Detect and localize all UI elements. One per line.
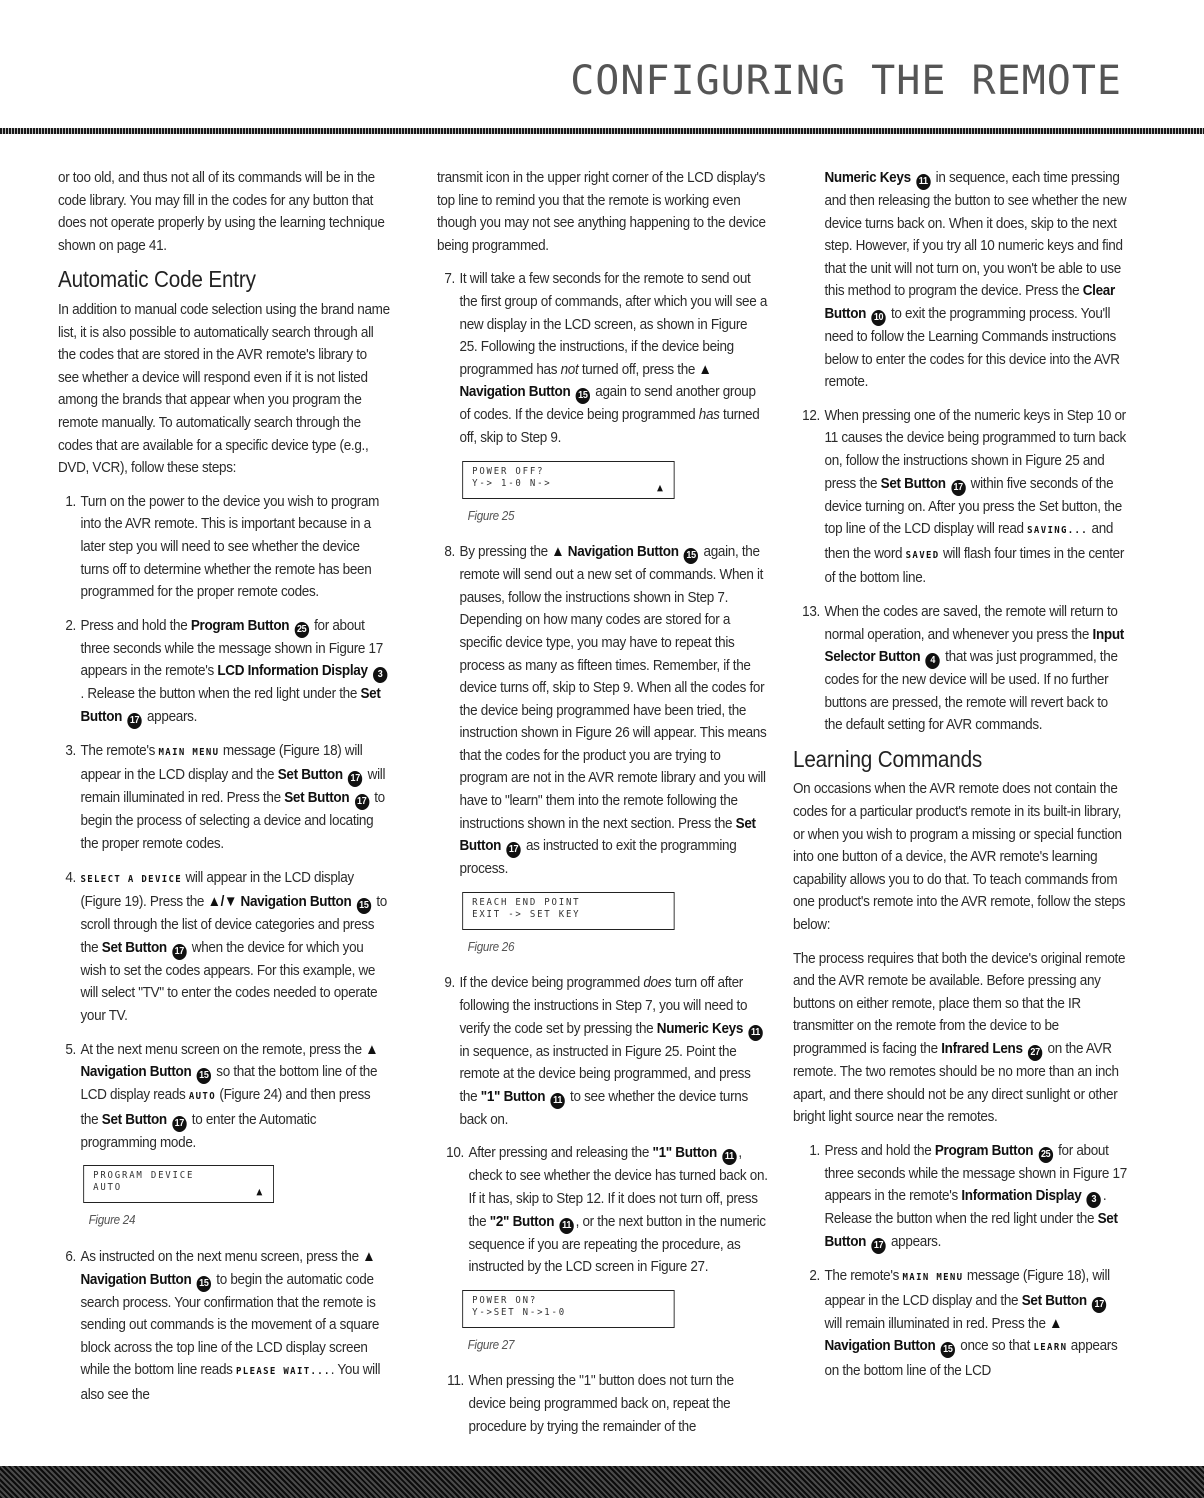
step-number: 13. xyxy=(802,602,820,620)
step-8 xyxy=(437,541,768,881)
step-number: 4. xyxy=(65,868,76,886)
callout-number-badge: 15 xyxy=(941,1342,955,1358)
column-2 xyxy=(437,167,768,1449)
lcd-screen-figure-27 xyxy=(462,1290,674,1328)
step-2 xyxy=(58,615,391,729)
callout-number-badge: 25 xyxy=(294,622,308,638)
step-6 xyxy=(58,1246,391,1407)
lcd-line-bottom: Y-> 1-0 N-> xyxy=(472,477,552,489)
step-number: 2. xyxy=(65,616,76,634)
figure-caption: Figure 26 xyxy=(467,938,515,954)
lcd-line-bottom: AUTO xyxy=(93,1182,122,1194)
step-text: When pressing the "1" button does not turn the device being programmed back on, repeat the procedure by trying the remainder of the xyxy=(468,1372,734,1435)
lcd-text: SAVED xyxy=(905,549,940,561)
page-title: CONFIGURING THE REMOTE xyxy=(570,58,1122,104)
lcd-text: MAIN MENU xyxy=(902,1271,964,1283)
step-text: As instructed on the next menu screen, press the ▲ Navigation Button 15 to begin the automatic code search process. Your confirmation that the remote is sending out commands is the movement of a square block across the top line of the LCD display screen while the bottom line reads PLEASE WAIT.... You will also see the xyxy=(80,1248,381,1403)
step-7 xyxy=(437,268,768,449)
step-13 xyxy=(793,601,1128,737)
step-number: 1. xyxy=(65,492,76,510)
callout-number-badge: 4 xyxy=(926,653,940,669)
callout-number-badge: 25 xyxy=(1038,1147,1052,1163)
callout-number-badge: 17 xyxy=(506,842,520,858)
lcd-text: PLEASE WAIT... xyxy=(236,1366,331,1378)
learning-process-paragraph: The process requires that both the device's original remote and the AVR remote be available. Before pressing any buttons on either remote, place them so that the IR transmitter on the remote from the device to be programmed is facing the Infrared Lens 27 on the AVR remote. The two remotes should be no more than an inch apart, and there should not be any direct sunlight or other bright light source near the remotes. xyxy=(793,949,1126,1126)
header-rule xyxy=(0,128,1204,134)
callout-number-badge: 17 xyxy=(172,1116,186,1132)
section-heading-learning-commands: Learning Commands xyxy=(793,745,983,772)
figure-caption: Figure 25 xyxy=(467,507,515,523)
continued-paragraph: transmit icon in the upper right corner of the LCD display's top line to remind you that the remote is working even though you may not see anything happening to the device being programmed. xyxy=(437,169,766,254)
callout-number-badge: 27 xyxy=(1028,1045,1042,1061)
callout-number-badge: 17 xyxy=(172,944,186,960)
section-heading-automatic-code-entry: Automatic Code Entry xyxy=(58,266,256,293)
callout-number-badge: 15 xyxy=(197,1276,211,1292)
step-number: 2. xyxy=(809,1266,820,1284)
step-number: 10. xyxy=(446,1144,464,1162)
step-text: SELECT A DEVICE will appear in the LCD display (Figure 19). Press the ▲/▼ Navigation Button 15 to scroll through the list of device categories and press the Set Button 17 when the device for which you wish to set the codes appears. For this example, we will select "TV" to enter the codes needed to operate your TV. xyxy=(80,868,387,1025)
step-text: Numeric Keys 11 in sequence, each time pressing and then releasing the button to see whether the new device turns back on. When it does, skip to the next step. However, if you try all 10 numeric keys and find that the unit will not turn on, you won't be able to use this method to program the device. Press the Clear Button 10 to exit the programming process. You'll need to follow the Learning Commands instructions below to enter the codes for this device into the AVR remote. xyxy=(824,169,1127,391)
step-text: It will take a few seconds for the remote to send out the first group of commands, after which you will see a new display in the LCD screen, as shown in Figure 25. Following the instructions, if the device being programmed has not turned off, press the ▲ Navigation Button 15 again to send another group of codes. If the device being programmed has turned off, skip to Step 9. xyxy=(459,270,768,446)
figure-caption: Figure 27 xyxy=(467,1336,515,1352)
step-9 xyxy=(437,972,768,1131)
step-11-continued xyxy=(793,167,1128,394)
callout-number-badge: 11 xyxy=(748,1025,762,1041)
step-number: 1. xyxy=(809,1141,820,1159)
step-10 xyxy=(437,1142,768,1278)
step-4 xyxy=(58,867,391,1028)
lcd-line-bottom: Y->SET N->1-0 xyxy=(472,1306,566,1318)
callout-number-badge: 15 xyxy=(684,548,698,564)
callout-number-badge: 15 xyxy=(576,388,590,404)
lcd-line-top: PROGRAM DEVICE xyxy=(93,1170,195,1182)
step-text: Turn on the power to the device you wish to program into the AVR remote. This is important because in a later step you will need to see whether the device turns off to determine whether the remote has been programmed for the proper remote codes. xyxy=(80,492,380,601)
callout-number-badge: 17 xyxy=(1092,1297,1106,1313)
callout-number-badge: 11 xyxy=(559,1218,573,1234)
lcd-text: LEARN xyxy=(1033,1342,1068,1354)
lcd-text: SAVING... xyxy=(1027,525,1089,537)
up-arrow-icon: ▲ xyxy=(656,480,663,494)
lcd-line-top: REACH END POINT xyxy=(472,896,581,908)
lcd-line-top: POWER OFF? xyxy=(472,465,545,477)
step-text: After pressing and releasing the "1" Button 11 , check to see whether the device has turned back on. If it has, skip to Step 12. If it does not turn off, press the "2" Button 11 , or the next button in the numeric sequence if you are repeating the procedure, as instructed by the LCD screen in Figure 27. xyxy=(468,1144,768,1276)
step-text: Press and hold the Program Button 25 for about three seconds while the message shown in Figure 17 appears in the remote's Information Display 3 . Release the button when the red light under the Set Button 17 appears. xyxy=(825,1140,1128,1254)
callout-number-badge: 11 xyxy=(550,1093,564,1109)
callout-number-badge: 15 xyxy=(357,898,371,914)
callout-number-badge: 17 xyxy=(951,480,965,496)
callout-number-badge: 15 xyxy=(197,1068,211,1084)
step-text: At the next menu screen on the remote, press the ▲ Navigation Button 15 so that the bottom line of the LCD display reads AUTO (Figure 24) and then press the Set Button 17 to enter the Automatic programming mode. xyxy=(80,1040,379,1151)
up-arrow-icon: ▲ xyxy=(256,1185,263,1199)
callout-number-badge: 3 xyxy=(1087,1192,1101,1208)
step-11 xyxy=(437,1370,768,1438)
step-1 xyxy=(58,491,391,604)
step-text: The remote's MAIN MENU message (Figure 18), will appear in the LCD display and the Set Button 17 will remain illuminated in red. Press the ▲ Navigation Button 15 once so that LEARN appears on the bottom line of the LCD xyxy=(824,1266,1118,1379)
step-number: 12. xyxy=(802,406,820,424)
step-number: 11. xyxy=(447,1372,464,1390)
auto-intro-paragraph: In addition to manual code selection using the brand name list, it is also possible to automatically search through all the codes that are stored in the AVR remote's library to see whether a device will respond even if it is not listed among the brands that appear when you program the remote manually. To automatically search through the codes that are available for a specific device type (e.g., DVD, VCR), follow these steps: xyxy=(58,300,390,477)
column-1 xyxy=(58,167,391,1418)
step-text: If the device being programmed does turn off after following the instructions in Step 7, you will need to verify the code set by pressing the Numeric Keys 11 in sequence, as instructed in Figure 25. Point the remote at the device being programmed, and press the "1" Button 11 to see whether the device turns back on. xyxy=(460,972,769,1131)
step-12 xyxy=(793,405,1128,590)
step-number: 6. xyxy=(65,1248,76,1265)
lcd-text: AUTO xyxy=(188,1091,216,1103)
step-5 xyxy=(58,1039,391,1155)
lcd-screen-figure-26 xyxy=(462,892,674,930)
learning-step-2 xyxy=(793,1265,1128,1382)
lcd-text: MAIN MENU xyxy=(158,746,220,758)
step-text: By pressing the ▲ Navigation Button 15 again, the remote will send out a new set of commands. When it pauses, follow the instructions shown in Step 7. Depending on how many codes are stored for a specific device type, you may have to repeat this process as many as fifteen times. Remember, if the device turns off, skip to Step 9. When all the codes for the device being programmed have been tried, the instruction shown in Figure 26 will appear. This means that the codes for the product you are trying to program are not in the AVR remote library and you will have to "learn" them into the remote following the instructions shown in the next section. Press the Set Button 17 as instructed to exit the programming process. xyxy=(459,543,767,878)
step-number: 9. xyxy=(444,974,455,992)
step-text: Press and hold the Program Button 25 for about three seconds while the message shown in Figure 17 appears in the remote's LCD Information Display 3. Release the button when the red light under the Set Button 17 appears. xyxy=(81,615,392,729)
callout-number-badge: 11 xyxy=(722,1149,736,1165)
callout-number-badge: 17 xyxy=(871,1238,885,1254)
lcd-screen-figure-24 xyxy=(83,1165,274,1203)
lcd-screen-figure-25 xyxy=(462,461,674,499)
callout-number-badge: 10 xyxy=(871,310,885,326)
step-number: 5. xyxy=(65,1040,76,1058)
step-number: 3. xyxy=(65,741,76,759)
footer-band xyxy=(0,1466,1204,1498)
callout-number-badge: 11 xyxy=(916,174,930,190)
learning-step-1 xyxy=(793,1140,1128,1254)
callout-number-badge: 17 xyxy=(355,794,369,810)
callout-number-badge: 17 xyxy=(348,771,362,787)
step-text: The remote's MAIN MENU message (Figure 18) will appear in the LCD display and the Set Button 17 will remain illuminated in red. Press the Set Button 17 to begin the process of selecting a device and locating the proper remote codes. xyxy=(80,741,386,853)
intro-paragraph: or too old, and thus not all of its commands will be in the code library. You may fill in the codes for any button that does not operate properly by using the learning technique shown on page 41. xyxy=(58,169,385,254)
step-text: When the codes are saved, the remote will return to normal operation, and whenever you press the Input Selector Button 4 that was just programmed, the codes for the new device will be used. If no further buttons are pressed, the remote will revert back to the default setting for AVR commands. xyxy=(824,602,1124,734)
column-3 xyxy=(793,167,1128,1393)
step-text: When pressing one of the numeric keys in Step 10 or 11 causes the device being programmed to turn back on, follow the instructions shown in Figure 25 and press the Set Button 17 within five seconds of the device turning on. After you press the Set button, the top line of the LCD display will read SAVING... and then the word SAVED will flash four times in the center of the bottom line. xyxy=(824,406,1126,587)
learning-intro-paragraph: On occasions when the AVR remote does not contain the codes for a particular product's remote in its built-in library, or when you wish to program a missing or special function into one button of a device, the AVR remote's learning capability allows you to do that. To teach commands from one product's remote into the AVR remote, follow the steps below: xyxy=(793,780,1126,934)
figure-caption: Figure 24 xyxy=(88,1212,136,1228)
lcd-line-top: POWER ON? xyxy=(472,1294,538,1306)
lcd-text: SELECT A DEVICE xyxy=(80,873,183,885)
step-3 xyxy=(58,740,391,856)
callout-number-badge: 3 xyxy=(373,667,387,683)
step-number: 7. xyxy=(444,270,455,288)
step-number: 8. xyxy=(444,543,455,561)
callout-number-badge: 17 xyxy=(127,713,141,729)
lcd-line-bottom: EXIT -> SET KEY xyxy=(472,908,581,920)
